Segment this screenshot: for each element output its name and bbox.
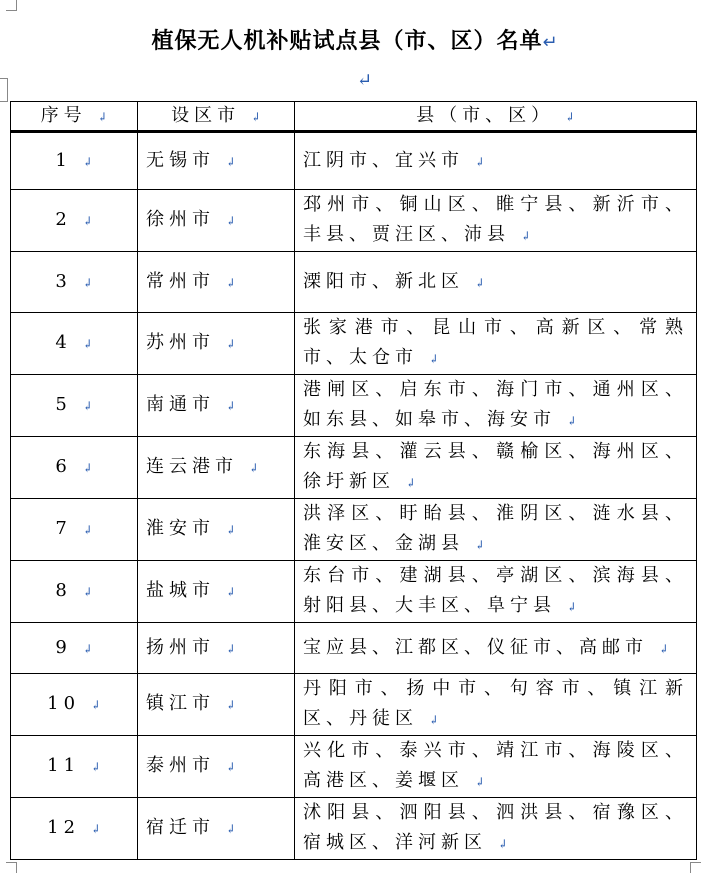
table-row: [11, 375, 697, 437]
table-row: [11, 736, 697, 798]
row-counties: 东海县、灌云县、赣榆区、海州区、徐圩新区 ↲: [295, 437, 697, 499]
header-counties: 县（市、区） ↲: [295, 102, 697, 132]
row-city: 泰州市 ↲: [138, 736, 295, 798]
row-city: 无锡市 ↲: [138, 132, 295, 190]
row-index: 2 ↲: [11, 190, 138, 252]
table-row: [11, 190, 697, 252]
row-index: 6 ↲: [11, 437, 138, 499]
table-row: [11, 252, 697, 313]
row-counties: 丹阳市、扬中市、句容市、镇江新区、丹徒区 ↲: [295, 674, 697, 736]
row-city: 镇江市 ↲: [138, 674, 295, 736]
row-index: 11 ↲: [11, 736, 138, 798]
row-counties: 张家港市、昆山市、高新区、常熟市、太仓市 ↲: [295, 313, 697, 375]
table-row: [11, 313, 697, 375]
empty-paragraph-mark-icon: ↵: [357, 70, 373, 91]
cell-end-mark-icon: ↲: [564, 109, 575, 124]
row-index: 8 ↲: [11, 561, 138, 623]
header-index: 序号 ↲: [11, 102, 138, 132]
table-move-handle[interactable]: [0, 78, 8, 102]
row-city: 徐州市 ↲: [138, 190, 295, 252]
header-city: 设区市 ↲: [138, 102, 295, 132]
row-index: 1 ↲: [11, 132, 138, 190]
document-title-text: 植保无人机补贴试点县（市、区）名单: [151, 29, 543, 54]
county-list-table: [10, 101, 697, 860]
document-title: [0, 24, 710, 55]
row-index: 12 ↲: [11, 798, 138, 860]
row-counties: 邳州市、铜山区、睢宁县、新沂市、丰县、贾汪区、沛县 ↲: [295, 190, 697, 252]
table-row: [11, 499, 697, 561]
row-counties: 沭阳县、泗阳县、泗洪县、宿豫区、宿城区、洋河新区 ↲: [295, 798, 697, 860]
table-row: [11, 437, 697, 499]
row-counties: 兴化市、泰兴市、靖江市、海陵区、高港区、姜堰区 ↲: [295, 736, 697, 798]
row-index: 7 ↲: [11, 499, 138, 561]
table-row: [11, 798, 697, 860]
cell-end-mark-icon: ↲: [250, 109, 261, 124]
row-counties: 溧阳市、新北区 ↲: [295, 252, 697, 313]
margin-corner-bottom-left: [6, 862, 17, 873]
cell-end-mark-icon: ↲: [97, 109, 108, 124]
table-row: [11, 132, 697, 190]
row-city: 连云港市 ↲: [138, 437, 295, 499]
row-counties: 江阴市、宜兴市 ↲: [295, 132, 697, 190]
row-city: 常州市 ↲: [138, 252, 295, 313]
row-counties: 港闸区、启东市、海门市、通州区、如东县、如皋市、海安市 ↲: [295, 375, 697, 437]
margin-corner-top-left: [6, 0, 17, 11]
row-index: 9 ↲: [11, 623, 138, 674]
table-row: [11, 623, 697, 674]
paragraph-mark-icon: ↵: [542, 32, 559, 53]
table-row: [11, 674, 697, 736]
row-city: 盐城市 ↲: [138, 561, 295, 623]
row-counties: 东台市、建湖县、亭湖区、滨海县、射阳县、大丰区、阜宁县 ↲: [295, 561, 697, 623]
row-index: 10 ↲: [11, 674, 138, 736]
row-index: 3 ↲: [11, 252, 138, 313]
row-city: 扬州市 ↲: [138, 623, 295, 674]
row-counties: 宝应县、江都区、仪征市、高邮市 ↲: [295, 623, 697, 674]
table-header-row: [11, 102, 697, 132]
table-row: [11, 561, 697, 623]
row-counties: 洪泽区、盱眙县、淮阴区、涟水县、淮安区、金湖县 ↲: [295, 499, 697, 561]
row-index: 5 ↲: [11, 375, 138, 437]
row-city: 宿迁市 ↲: [138, 798, 295, 860]
row-index: 4 ↲: [11, 313, 138, 375]
row-city: 淮安市 ↲: [138, 499, 295, 561]
row-city: 南通市 ↲: [138, 375, 295, 437]
margin-corner-bottom-right: [690, 862, 701, 873]
row-city: 苏州市 ↲: [138, 313, 295, 375]
